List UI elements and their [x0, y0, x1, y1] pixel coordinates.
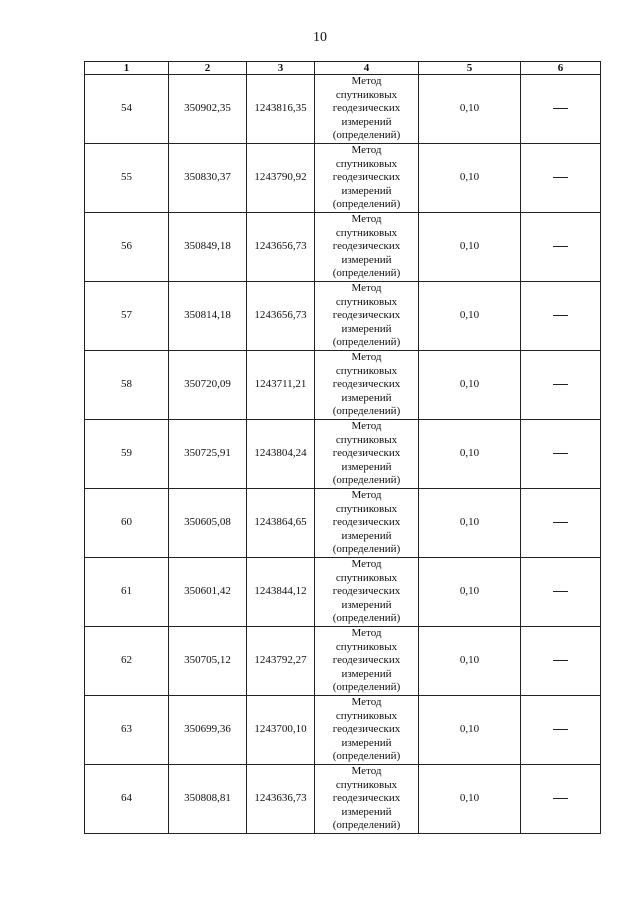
column-6-cell [521, 144, 601, 213]
method-line: спутниковых [335, 364, 398, 377]
header-cell: 5 [419, 62, 521, 75]
point-number-cell: 59 [85, 420, 169, 489]
point-number-cell: 58 [85, 351, 169, 420]
method-line: Метод [351, 489, 382, 502]
method-line: геодезических [332, 447, 401, 460]
point-number-cell: 63 [85, 696, 169, 765]
dash-mark [553, 660, 568, 661]
dash-mark [553, 729, 568, 730]
table-row [85, 765, 601, 834]
table-row [85, 75, 601, 144]
point-number-cell: 55 [85, 144, 169, 213]
column-6-cell [521, 351, 601, 420]
method-line: измерений [341, 184, 392, 197]
method-line: измерений [341, 598, 392, 611]
column-6-cell [521, 558, 601, 627]
table-row [85, 144, 601, 213]
table-row [85, 627, 601, 696]
table-header-row [85, 62, 601, 75]
coordinates-table [84, 61, 601, 834]
dash-mark [553, 384, 568, 385]
column-6-cell [521, 420, 601, 489]
header-cell: 2 [169, 62, 247, 75]
method-line: Метод [351, 765, 382, 778]
method-line: спутниковых [335, 778, 398, 791]
y-coordinate-cell: 1243790,92 [247, 144, 315, 213]
dash-mark [553, 522, 568, 523]
method-line: (определений) [332, 612, 401, 625]
y-coordinate-cell: 1243636,73 [247, 765, 315, 834]
method-line: (определений) [332, 198, 401, 211]
method-line: измерений [341, 460, 392, 473]
dash-mark [553, 798, 568, 799]
method-cell [315, 627, 419, 696]
method-line: измерений [341, 253, 392, 266]
method-line: спутниковых [335, 571, 398, 584]
method-line: (определений) [332, 543, 401, 556]
accuracy-cell: 0,10 [419, 558, 521, 627]
method-line: Метод [351, 420, 382, 433]
x-coordinate-cell: 350902,35 [169, 75, 247, 144]
accuracy-cell: 0,10 [419, 213, 521, 282]
accuracy-cell: 0,10 [419, 420, 521, 489]
method-line: Метод [351, 282, 382, 295]
column-6-cell [521, 696, 601, 765]
x-coordinate-cell: 350605,08 [169, 489, 247, 558]
method-line: Метод [351, 144, 382, 157]
method-line: (определений) [332, 267, 401, 280]
method-line: геодезических [332, 309, 401, 322]
method-line: геодезических [332, 654, 401, 667]
accuracy-cell: 0,10 [419, 489, 521, 558]
table-row [85, 696, 601, 765]
x-coordinate-cell: 350849,18 [169, 213, 247, 282]
method-line: спутниковых [335, 295, 398, 308]
method-line: геодезических [332, 171, 401, 184]
y-coordinate-cell: 1243864,65 [247, 489, 315, 558]
method-cell [315, 75, 419, 144]
x-coordinate-cell: 350705,12 [169, 627, 247, 696]
header-cell: 3 [247, 62, 315, 75]
dash-mark [553, 246, 568, 247]
y-coordinate-cell: 1243656,73 [247, 213, 315, 282]
method-line: измерений [341, 115, 392, 128]
dash-mark [553, 177, 568, 178]
accuracy-cell: 0,10 [419, 282, 521, 351]
accuracy-cell: 0,10 [419, 627, 521, 696]
method-line: (определений) [332, 405, 401, 418]
x-coordinate-cell: 350720,09 [169, 351, 247, 420]
method-cell [315, 351, 419, 420]
column-6-cell [521, 213, 601, 282]
method-line: (определений) [332, 681, 401, 694]
y-coordinate-cell: 1243844,12 [247, 558, 315, 627]
y-coordinate-cell: 1243816,35 [247, 75, 315, 144]
method-line: (определений) [332, 474, 401, 487]
table-row [85, 558, 601, 627]
column-6-cell [521, 282, 601, 351]
point-number-cell: 56 [85, 213, 169, 282]
method-cell [315, 696, 419, 765]
x-coordinate-cell: 350814,18 [169, 282, 247, 351]
accuracy-cell: 0,10 [419, 144, 521, 213]
method-line: геодезических [332, 723, 401, 736]
header-cell: 4 [315, 62, 419, 75]
method-cell [315, 144, 419, 213]
accuracy-cell: 0,10 [419, 696, 521, 765]
method-line: (определений) [332, 336, 401, 349]
method-line: измерений [341, 805, 392, 818]
method-line: измерений [341, 736, 392, 749]
method-line: геодезических [332, 792, 401, 805]
point-number-cell: 61 [85, 558, 169, 627]
dash-mark [553, 315, 568, 316]
method-cell [315, 213, 419, 282]
y-coordinate-cell: 1243711,21 [247, 351, 315, 420]
page-number: 10 [313, 30, 327, 45]
method-cell [315, 489, 419, 558]
method-line: геодезических [332, 240, 401, 253]
method-line: (определений) [332, 129, 401, 142]
y-coordinate-cell: 1243656,73 [247, 282, 315, 351]
method-line: спутниковых [335, 709, 398, 722]
point-number-cell: 64 [85, 765, 169, 834]
method-line: Метод [351, 213, 382, 226]
accuracy-cell: 0,10 [419, 765, 521, 834]
y-coordinate-cell: 1243792,27 [247, 627, 315, 696]
method-line: спутниковых [335, 433, 398, 446]
method-cell [315, 420, 419, 489]
method-line: измерений [341, 667, 392, 680]
method-line: Метод [351, 627, 382, 640]
dash-mark [553, 108, 568, 109]
x-coordinate-cell: 350699,36 [169, 696, 247, 765]
point-number-cell: 57 [85, 282, 169, 351]
x-coordinate-cell: 350830,37 [169, 144, 247, 213]
method-line: спутниковых [335, 88, 398, 101]
method-cell [315, 282, 419, 351]
column-6-cell [521, 765, 601, 834]
column-6-cell [521, 627, 601, 696]
method-line: спутниковых [335, 157, 398, 170]
method-line: измерений [341, 529, 392, 542]
method-line: спутниковых [335, 502, 398, 515]
point-number-cell: 54 [85, 75, 169, 144]
table-row [85, 420, 601, 489]
method-line: спутниковых [335, 640, 398, 653]
table-row [85, 351, 601, 420]
table-row [85, 213, 601, 282]
point-number-cell: 60 [85, 489, 169, 558]
method-line: геодезических [332, 585, 401, 598]
method-line: геодезических [332, 102, 401, 115]
x-coordinate-cell: 350601,42 [169, 558, 247, 627]
x-coordinate-cell: 350725,91 [169, 420, 247, 489]
accuracy-cell: 0,10 [419, 75, 521, 144]
method-line: измерений [341, 391, 392, 404]
method-line: геодезических [332, 378, 401, 391]
method-line: Метод [351, 558, 382, 571]
table-row [85, 489, 601, 558]
table-row [85, 282, 601, 351]
method-line: геодезических [332, 516, 401, 529]
method-line: Метод [351, 75, 382, 88]
method-line: спутниковых [335, 226, 398, 239]
column-6-cell [521, 75, 601, 144]
method-cell [315, 765, 419, 834]
y-coordinate-cell: 1243804,24 [247, 420, 315, 489]
dash-mark [553, 453, 568, 454]
dash-mark [553, 591, 568, 592]
method-line: Метод [351, 351, 382, 364]
method-line: (определений) [332, 819, 401, 832]
x-coordinate-cell: 350808,81 [169, 765, 247, 834]
y-coordinate-cell: 1243700,10 [247, 696, 315, 765]
method-line: измерений [341, 322, 392, 335]
header-cell: 6 [521, 62, 601, 75]
header-cell: 1 [85, 62, 169, 75]
column-6-cell [521, 489, 601, 558]
point-number-cell: 62 [85, 627, 169, 696]
method-line: (определений) [332, 750, 401, 763]
method-line: Метод [351, 696, 382, 709]
accuracy-cell: 0,10 [419, 351, 521, 420]
method-cell [315, 558, 419, 627]
